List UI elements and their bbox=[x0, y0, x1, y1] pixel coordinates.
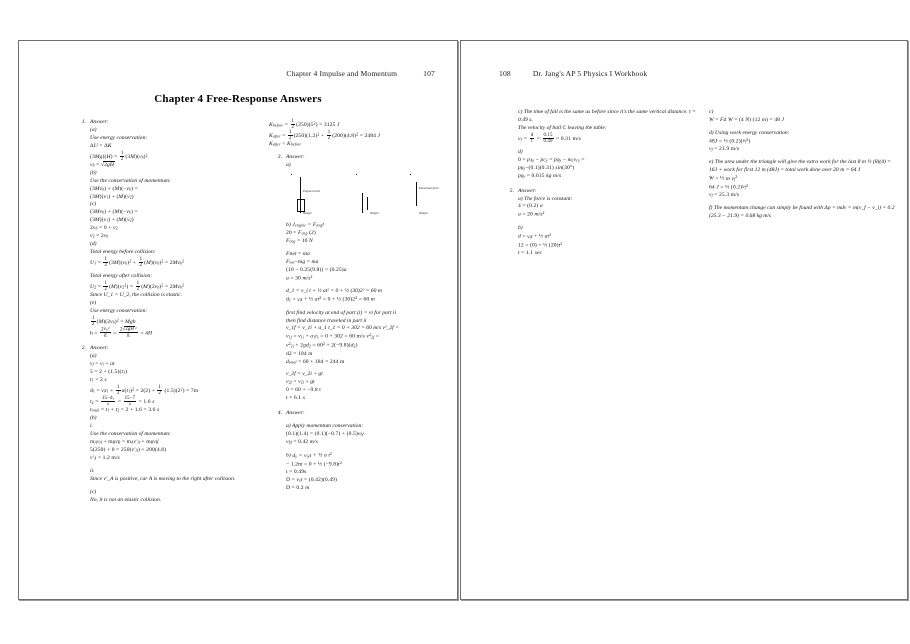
method-text: Use the conservation of momentum: bbox=[90, 431, 171, 438]
equation: $5 = 2 + (1.5)(t_1)$ bbox=[90, 369, 128, 376]
item-body bbox=[286, 410, 451, 493]
equation: $U_2$ = $\frac{1}{2}$ $(M)(v_2^2)$ = $\frac{1}{2}$ $(M)(2v_b)^2 = 2Mv_b^2$ bbox=[90, 281, 185, 293]
running-head-chapter: Chapter 4 Impulse and Momentum bbox=[286, 69, 398, 78]
free-body-diagram bbox=[286, 173, 451, 219]
fbd-axis-2b bbox=[367, 197, 368, 210]
item-body bbox=[90, 345, 263, 504]
fbd-label-force-3: Parachute force bbox=[419, 185, 439, 190]
equation: (10 − 0.25(9.8)) = (0.25)a bbox=[286, 266, 347, 273]
equation: 0 = 60 + −9.8 t bbox=[286, 387, 321, 394]
item-body bbox=[518, 109, 701, 181]
answer-label: Answer: bbox=[286, 410, 305, 417]
running-head-book-title: Dr. Jang's AP 5 Physics I Workbook bbox=[532, 69, 648, 78]
equation: $p_{By}-(0.1)(0.31)$ sin(30°) bbox=[518, 164, 575, 171]
equation: $(3Mv_b) + (M)(-v_b)$ = bbox=[90, 185, 138, 192]
conclusion-text: Since U_1 = U_2, the collision is elastic. bbox=[90, 292, 183, 299]
equation: $2v_b = 0 + v_2$ bbox=[90, 225, 118, 232]
method-text: Total energy after collision: bbox=[90, 273, 153, 280]
item-number bbox=[501, 109, 518, 181]
item-body bbox=[518, 188, 701, 258]
equation: ΔU = ΔK bbox=[90, 142, 112, 149]
part-label-a: (a) bbox=[90, 353, 97, 360]
equation: $F_{eng} = 10$ N bbox=[286, 237, 313, 244]
item-number: 5. bbox=[509, 187, 514, 194]
answer-item-1 bbox=[73, 119, 263, 338]
equation: $\frac{1}{2}$ $(M)(2v_b)^2$ = Mgh bbox=[92, 315, 136, 327]
page-title: Chapter 4 Free-Response Answers bbox=[154, 93, 322, 105]
part-label-b: b) bbox=[518, 224, 523, 231]
equation: (3Mg)(H) = $\frac{1}{2}$ $(3M)(v_b)^2$ bbox=[90, 150, 148, 162]
equation: $v_f = 21.9$ m/s bbox=[709, 146, 740, 153]
equation: $(3M)(v_1) + (M)(v_2)$ bbox=[90, 193, 134, 200]
equation: W = ½ m $v_f^2$ bbox=[709, 175, 738, 182]
left-column-a bbox=[73, 119, 269, 507]
equation: t = 6.1 s bbox=[286, 395, 305, 402]
equation: $(0.1)(1.4) = (0.1)(-0.7) + (0.5)v_{bf}$ bbox=[286, 431, 364, 438]
answer-item-4 bbox=[269, 410, 451, 493]
right-column-a bbox=[501, 109, 709, 260]
answer-label: Answer: bbox=[518, 187, 537, 194]
equation: $v_f = 25.3$ m/s bbox=[709, 192, 740, 199]
part-label-a: a) The force is constant: bbox=[518, 195, 573, 202]
equation: $m_Av_A + m_Bv_B = m_Av'_A + m_Bv_B'$ bbox=[90, 439, 160, 446]
equation: $v_b = √2gH$ bbox=[90, 161, 115, 168]
method-text: then find distance traveled in part ii bbox=[286, 317, 367, 324]
fbd-tick-3 bbox=[410, 174, 411, 175]
right-column-b bbox=[709, 109, 897, 260]
equation: $v_{1f} = v_{1i} + a_1t_1 = 0 + 302 = 60$ m/s $v^2_{2f}$ = bbox=[286, 333, 380, 341]
answer-label: Answer: bbox=[90, 119, 109, 125]
equation: $0 = p_{Ay} - p_{Cy} = p_{By} - m_cv_{cy}$ = bbox=[518, 156, 585, 163]
equation: $d = v_it$ + ½ $at^2$ bbox=[518, 232, 552, 240]
equation: $K_{after}$ = $\frac{1}{2}$ $(250)(1.2)^2$ + $\frac{1}{2}$ $(200)(4.8)^2 = 2484$ J bbox=[269, 130, 381, 142]
fbd-axis-2 bbox=[362, 193, 363, 213]
method-text: Use the conservation of momentum: bbox=[90, 177, 171, 184]
method-text: first find velocity at end of part (i) = vi for part ii bbox=[286, 309, 397, 316]
item-body bbox=[709, 109, 897, 221]
equation: $t_1 = 2$ s bbox=[90, 377, 107, 384]
fbd-axis-3 bbox=[416, 182, 417, 206]
equation: W = Fd W = (4 N) (12 m) = 48 J bbox=[709, 116, 785, 123]
item-body bbox=[286, 154, 451, 403]
part-label-c: (c) bbox=[90, 201, 97, 208]
equation: $t_2$ = $\frac{15-d_1}{5}$ = $\frac{15-7}{5}$ = 1.6 s bbox=[90, 396, 155, 408]
equation: $v_{2f} = v_{2i}$ + gt bbox=[286, 379, 315, 386]
equation: h = $\frac{2v_b^2}{g}$ = $\frac{2√2gH^2}{g}$ = 4H bbox=[90, 325, 153, 339]
page-left bbox=[18, 40, 458, 600]
fbd-label-weight-2: Weight bbox=[370, 210, 379, 215]
fbd-tick-1 bbox=[291, 174, 292, 175]
running-head-page-number: 107 bbox=[423, 69, 435, 78]
running-head-right bbox=[499, 69, 647, 78]
equation: $v^2_{2i} + 2gd_2 = 60^2 + 2(-9.8)(d_2)$ bbox=[286, 341, 358, 349]
equation: Fnet = ma bbox=[286, 250, 310, 257]
equation: D = 0.2 m bbox=[286, 484, 310, 491]
equation: $v_f = v_i$ + at bbox=[90, 361, 115, 368]
fbd-tick-2 bbox=[356, 174, 357, 175]
equation: 12 = (0) + ½ $(20)t^2$ bbox=[518, 241, 563, 249]
method-text: d_1 = v_i t + ½ at² = 0 + ½ (30)2² = 60 m bbox=[286, 288, 382, 295]
answer-item-2 bbox=[73, 345, 263, 504]
equation: $d_{total} = 60 + 184 = 244$ m bbox=[286, 358, 345, 365]
part-label-a: (a) bbox=[90, 126, 97, 133]
equation: 64 J = ½ $(0.2)v_f^2$ bbox=[709, 183, 748, 191]
part-label-b: (b) bbox=[90, 415, 97, 422]
part-label-b: (b) bbox=[90, 169, 97, 176]
equation: $v_2 = 2v_b$ bbox=[90, 233, 109, 240]
left-page-columns bbox=[73, 119, 451, 507]
method-text: c) The time of fall is the same as before since it's the same vertical distance. t = 0.49 s. bbox=[518, 109, 696, 123]
fbd-label-weight-3: Weight bbox=[419, 210, 428, 215]
answer-item-3 bbox=[269, 154, 451, 403]
conclusion-text: No, it is not an elastic collision. bbox=[90, 496, 162, 503]
part-label-e: (e) bbox=[90, 299, 97, 306]
subpart-label-ii: ii. bbox=[90, 467, 95, 474]
answer-label: Answer: bbox=[90, 345, 109, 352]
equation: $d_1 = v_it$ + ½ $at^2 = 0$ + ½ $(30)2^2 = 60$ m bbox=[286, 296, 375, 303]
equation: $5(250) + 0 = 250(v'_A) + 200(4.8)$ bbox=[90, 447, 167, 453]
item-body bbox=[90, 119, 263, 338]
method-text: f) The momentum change can simply be found with Δp = mdv = m(v_f − v_i) = 0.2 (25.3 − 21.9) = 0.68 kg m/s bbox=[709, 205, 895, 220]
equation: 4 = (0.2) a bbox=[518, 203, 543, 210]
equation: $d_1 = v_it_1$ + $\frac{1}{2}$ $a(t_1)^2 = 2(2)$ + $\frac{1}{2}$ $(1.5)(2^2) = 7m$ bbox=[90, 385, 199, 397]
right-page-columns bbox=[501, 109, 897, 260]
equation: $v_x$ = $\frac{d}{t}$ = $\frac{0.15}{0.49}$ = 0.31 m/s bbox=[518, 132, 581, 144]
part-label-d: d) Using work energy conservation: bbox=[709, 129, 790, 136]
part-label-c: (c) bbox=[90, 488, 97, 495]
running-head-left bbox=[19, 69, 435, 78]
item-number: 4. bbox=[277, 410, 282, 417]
equation: d2 = 184 m bbox=[286, 350, 313, 357]
fbd-label-force-1: Engine thrust bbox=[303, 188, 320, 193]
part-label-a: a) bbox=[286, 161, 291, 168]
equation: $(3Mv_b) + (M)(-v_b)$ = bbox=[90, 209, 138, 216]
method-text: Use energy conservation: bbox=[90, 307, 148, 314]
equation: $p_{By} = 0.015$ kg m/s bbox=[518, 172, 562, 179]
equation: $20 = F_{eng}$ (2) bbox=[286, 229, 316, 236]
equation: $K_{after} < K_{before}$ bbox=[269, 141, 302, 148]
method-text: v_1f = v_1i + a_1 t_1 = 0 + 302 = 60 m/s v²_2f = bbox=[286, 325, 399, 332]
equation: $v'_A = 1.2$ m/s bbox=[90, 454, 120, 461]
part-label-d: (d) bbox=[90, 241, 97, 248]
equation: b) $J_{engine} = F_{avg}t$ bbox=[286, 221, 324, 228]
equation: t = 1.1 sec bbox=[518, 250, 543, 257]
answer-continuation bbox=[501, 109, 701, 181]
equation: $U_1$ = $\frac{1}{2}$ $(3M)(v_b)^2$ + $\frac{1}{2}$ $(M)(v_b)^2 = 2Mv_b^2$ bbox=[90, 257, 185, 269]
equation: 48J = ½ $(0.2)(v_f^2)$ bbox=[709, 137, 751, 145]
conclusion-text: Since v'_A is positive, car A is moving to the right after collision. bbox=[90, 475, 236, 482]
part-label-a: a) Apply momentum conservation: bbox=[286, 423, 364, 430]
method-text: The velocity of ball C leaving the table: bbox=[518, 124, 607, 131]
equation: $t_{total} = t_1 + t_2 = 2 + 1.6 = 3.6$ s bbox=[90, 407, 160, 414]
part-label-c: c) bbox=[709, 109, 714, 115]
fbd-label-weight-1: Weight bbox=[303, 210, 312, 215]
equation: t = 0.49s bbox=[286, 469, 307, 476]
item-number: 1. bbox=[81, 119, 86, 125]
equation: $v_{bf} = 0.42$ m/s bbox=[286, 439, 318, 445]
equation: $(3M)(v_1) + (M)(v_2)$ bbox=[90, 217, 134, 224]
subpart-label-i: i. bbox=[90, 423, 93, 430]
part-label-d: v_2f = v_2i + gt bbox=[286, 371, 323, 378]
equation: $K_{before}$ = $\frac{1}{2}$ $(250)(5^2) = 3125$ J bbox=[269, 119, 340, 131]
equation: a = 20 $m/s^2$ bbox=[518, 211, 545, 219]
answer-item-5 bbox=[501, 188, 701, 258]
part-label-d: d) bbox=[518, 148, 523, 155]
item-number: 3. bbox=[277, 154, 282, 160]
method-text: Total energy before collision: bbox=[90, 249, 156, 256]
method-text: e) The area under the triangle will give the extra work for the last 8 m ½ (8)(4) = 16J + work for first 12 m (48J) = total work done over 20 m = 64 J bbox=[709, 159, 892, 174]
equation: $D = v_xt = (0.42)(0.49)$ bbox=[286, 477, 337, 484]
method-text: Use energy conservation: bbox=[90, 134, 148, 141]
answer-continuation-parts bbox=[709, 109, 897, 221]
item-number: 2. bbox=[81, 345, 86, 352]
equation: a = 30 $m/s^2$ bbox=[286, 274, 313, 282]
kinetic-energy-block bbox=[269, 119, 451, 149]
equation: $F_{net}-mg$ = ma bbox=[286, 258, 319, 265]
page-right bbox=[460, 40, 908, 600]
running-head-page-number: 108 bbox=[499, 69, 511, 78]
left-column-b bbox=[269, 119, 451, 507]
equation: − 1.2m = 0 + ½ $(-9.8)t^2$ bbox=[286, 460, 342, 468]
answer-label: Answer: bbox=[286, 154, 305, 160]
equation: b) $d_y = v_{iy}t$ + ½ a $t^2$ bbox=[286, 451, 333, 459]
